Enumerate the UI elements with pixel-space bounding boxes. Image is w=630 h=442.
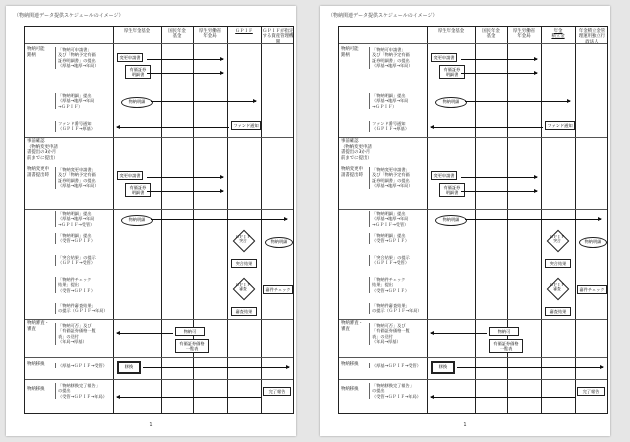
doc-box: 有価証券価格 一覧表: [175, 339, 209, 353]
header-nenkinkyoku: 厚生労働省 年金局: [513, 29, 535, 40]
page-title: （物納関連データ提供スケジュールのイメージ）: [14, 13, 124, 19]
flow-arrow: [147, 73, 223, 74]
flow-arrow: [465, 219, 601, 220]
header-gpif: 年金 積立金: [551, 29, 565, 40]
step-text: 「物納明細」提出 （受管→ＧＰＩＦ）: [55, 233, 113, 244]
doc-box: 完了報告: [577, 387, 605, 396]
step-text: 「物納移換完了報告」 の提出 （受管→ＧＰＩＦ→年局）: [369, 383, 427, 399]
doc-oval: 物納明細: [579, 237, 607, 248]
doc-box: 変更申請書: [431, 171, 457, 180]
flow-arrow: [147, 59, 223, 60]
phase-label: 物納移換: [341, 362, 359, 367]
page-title: （物納関連データ提供スケジュールのイメージ）: [328, 13, 438, 19]
flow-arrow: [143, 367, 289, 368]
doc-box: 変更申請書: [117, 53, 143, 62]
flow-arrow: [117, 397, 261, 398]
flow-arrow: [151, 101, 256, 102]
doc-box: 物納可: [175, 327, 205, 336]
phase-label: 物納移換: [27, 362, 45, 367]
header-nenkinkyoku: 厚生労働省 年金局: [199, 29, 221, 40]
step-text: 「物納明細」提出 （厚基→地厚→年局 →ＧＰＩＦ）: [55, 93, 113, 109]
step-text: 「物納明細」提出 （受管→ＧＰＩＦ）: [369, 233, 427, 244]
doc-box: 審件チェック: [263, 285, 293, 294]
flow-arrow: [465, 101, 570, 102]
step-text: 「物納件審査結果」 の提示（ＧＰＩＦ→年局）: [55, 303, 113, 314]
step-text: 「物納明細」提出 （厚基→地厚→年局 →ＧＰＩＦ→受管）: [55, 211, 113, 227]
flow-arrow: [431, 127, 543, 128]
flow-arrow: [147, 191, 223, 192]
flow-arrow: [147, 177, 223, 178]
step-text: 「物納可申請書」 及び「物納予定有価 証券明細書」の提出 （厚基→地厚→年局）: [369, 47, 427, 69]
flow-arrow: [431, 333, 487, 334]
phase-label: 事前確認 （物納変更申請 書提出の3か月 前までに提出）: [341, 139, 372, 161]
flow-arrow: [117, 127, 229, 128]
step-text: 「物納変更申請書」 及び「物納予定有価 証券明細書」の提出 （厚基→地厚→年局）: [55, 167, 113, 189]
diamond-label: ＧＰＩＦ 突合: [549, 234, 565, 244]
step-text: ファンド番号通知 （ＧＰＩＦ→厚基）: [369, 121, 427, 132]
step-text: ファンド番号通知 （ＧＰＩＦ→厚基）: [55, 121, 113, 132]
header-kokumin: 国民年金 基金: [168, 29, 186, 40]
doc-box: 有価証券価格 一覧表: [489, 339, 523, 353]
doc-box: 審査結果: [231, 307, 257, 316]
doc-oval: 物納明細: [435, 97, 467, 108]
document-page-2: [320, 6, 610, 436]
doc-box: 審件チェック: [577, 285, 607, 294]
flow-arrow: [461, 59, 537, 60]
doc-box: 変更申請書: [431, 53, 457, 62]
page-number: 1: [149, 422, 153, 428]
flow-arrow: [461, 177, 537, 178]
header-kousei: 厚生年金基金: [123, 29, 151, 34]
header-kousei: 厚生年金基金: [437, 29, 465, 34]
step-text: 「物納移換完了報告」 の提出 （受管→ＧＰＩＦ→年局）: [55, 383, 113, 399]
phase-label: 物納審査・ 審査: [27, 321, 49, 332]
diamond-label: ＧＰＩＦ 審査: [549, 282, 565, 292]
doc-box: 有価証券 明細書: [439, 183, 465, 197]
phase-label: 物納可能 銘柄: [27, 47, 45, 58]
transfer-box: 移換: [117, 361, 141, 374]
phase-label: 物納審査・ 審査: [341, 321, 363, 332]
header-kokumin: 国民年金 基金: [482, 29, 500, 40]
doc-box: 突合結果: [545, 259, 571, 268]
transfer-box: 移換: [431, 361, 455, 374]
diamond-label: ＧＰＩＦ 突合: [235, 234, 251, 244]
step-text: 「物納件チェック 結果」提出 （受管→ＧＰＩＦ）: [369, 277, 427, 293]
doc-oval: 物納明細: [121, 215, 153, 226]
step-text: 「物納可否」及び 「有価証券価格一覧 表」の送付 （年局→厚基）: [369, 323, 427, 345]
phase-label: 物納変更申 請書提出時: [341, 167, 363, 178]
step-text: 「物納件審査結果」 の提示（ＧＰＩＦ→年局）: [369, 303, 427, 314]
doc-oval: 物納明細: [265, 237, 293, 248]
doc-box: 突合結果: [231, 259, 257, 268]
header-gpif: ＧＰＩＦ: [235, 29, 253, 34]
flow-table: [24, 26, 294, 414]
flow-arrow: [151, 219, 287, 220]
step-text: 「物納変更申請書」 及び「物納予定有価 証券明細書」の提出 （厚基→地厚→年局）: [369, 167, 427, 189]
step-text: 「物納明細」提出 （厚基→地厚→年局 →ＧＰＩＦ→受管）: [369, 211, 427, 227]
doc-box: 有価証券 明細書: [125, 183, 151, 197]
header-custodian: 年金積立金管 理運用独立行 政法人: [578, 29, 606, 45]
step-text: 「物納件チェック 結果」提出 （受管→ＧＰＩＦ）: [55, 277, 113, 293]
phase-label: 物納変更申 請書提出時: [27, 167, 49, 178]
doc-oval: 物納明細: [121, 97, 153, 108]
doc-box: 完了報告: [263, 387, 291, 396]
step-text: 「物納明細」提出 （厚基→地厚→年局 →ＧＰＩＦ）: [369, 93, 427, 109]
flow-table: [338, 26, 608, 414]
document-page-1: [6, 6, 296, 436]
step-text: 「突合結果」の提示 （ＧＰＩＦ→受管）: [369, 255, 427, 266]
doc-box: 有価証券 明細書: [125, 65, 151, 79]
doc-box: ファンド通知: [545, 121, 575, 130]
page-number: 1: [463, 422, 467, 428]
doc-box: 審査結果: [545, 307, 571, 316]
doc-box: 変更申請書: [117, 171, 143, 180]
doc-box: ファンド通知: [231, 121, 261, 130]
phase-label: 事前確認 （物納変更申請 書提出の3か月 前までに提出）: [27, 139, 58, 161]
diamond-label: ＧＰＩＦ 審査: [235, 282, 251, 292]
step-text: （厚基→ＧＰＩＦ→受管）: [369, 363, 427, 368]
doc-box: 物納可: [489, 327, 519, 336]
phase-label: 物納移換: [341, 387, 359, 392]
step-text: 「突合結果」の提示 （ＧＰＩＦ→受管）: [55, 255, 113, 266]
step-text: （厚基→ＧＰＩＦ→受管）: [55, 363, 113, 368]
flow-arrow: [457, 367, 603, 368]
flow-arrow: [461, 73, 537, 74]
doc-oval: 物納明細: [435, 215, 467, 226]
phase-label: 物納可能 銘柄: [341, 47, 359, 58]
step-text: 「物納可申請書」 及び「物納予定有価 証券明細書」の提出 （厚基→地厚→年局）: [55, 47, 113, 69]
flow-arrow: [461, 191, 537, 192]
flow-arrow: [117, 333, 173, 334]
step-text: 「物納可否」及び 「有価証券価格一覧 表」の送付 （年局→厚基）: [55, 323, 113, 345]
phase-label: 物納移換: [27, 387, 45, 392]
flow-arrow: [431, 397, 575, 398]
header-custodian: ＧＰＩＦが指定 する資産管理機関: [262, 29, 294, 45]
doc-box: 有価証券 明細書: [439, 65, 465, 79]
